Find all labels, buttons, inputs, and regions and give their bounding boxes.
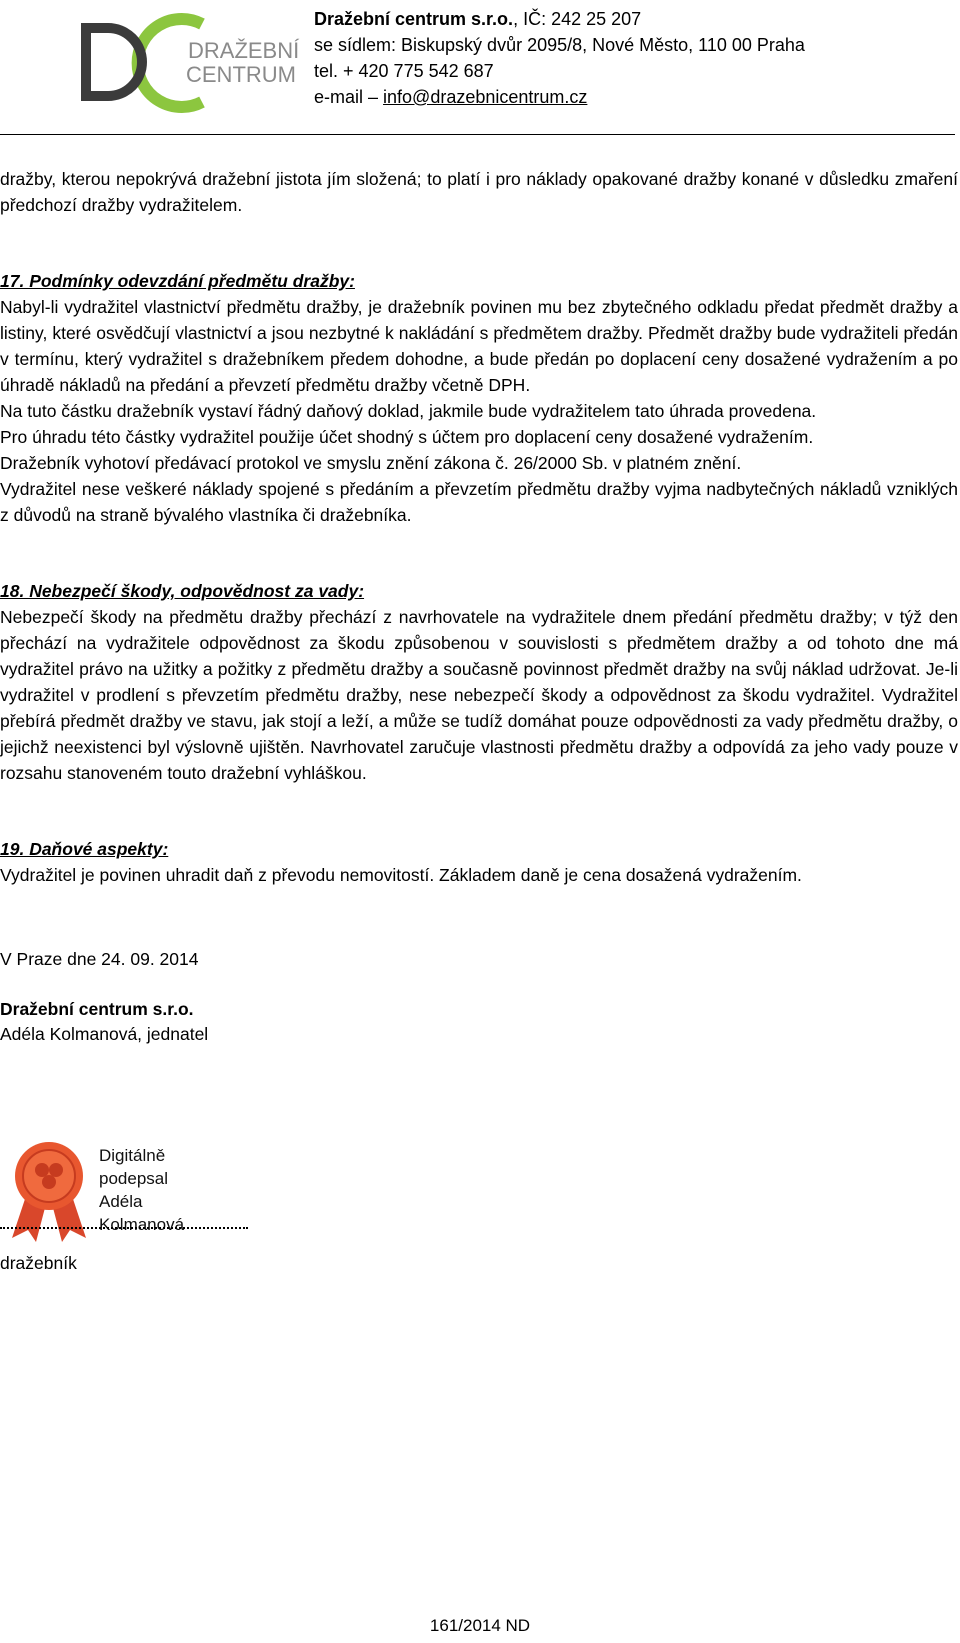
logo-line2: CENTRUM [186, 62, 296, 87]
header-rule [0, 134, 955, 135]
email-link[interactable]: info@drazebnicentrum.cz [383, 87, 588, 107]
company-phone: tel. + 420 775 542 687 [314, 61, 494, 81]
logo-line1: DRAŽEBNÍ [188, 38, 300, 63]
company-logo [82, 6, 300, 116]
letterhead [0, 0, 960, 140]
company-email-line [314, 84, 805, 110]
section-19-title: 19. Daňové aspekty: [0, 839, 169, 859]
company-info [314, 6, 805, 110]
document-number: 161/2014 ND [429, 1616, 531, 1635]
section-17-paragraph-4: Dražebník vyhotoví předávací protokol ve smyslu znění zákona č. 26/2000 Sb. v platném znění. [0, 453, 742, 473]
section-17-paragraph-5: Vydražitel nese veškeré náklady spojené s předáním a převzetím předmětu dražby vyjma nadbytečných nákladů vzniklých z důvodů na straně bývalého vlastníka či dražebníka. [0, 479, 958, 525]
signed-line-4: Kolmanová [99, 1215, 185, 1234]
closing-company: Dražební centrum s.r.o. [0, 999, 194, 1019]
section-17-paragraph-2: Na tuto částku dražebník vystaví řádný daňový doklad, jakmile bude vydražitelem tato úhrada provedena. [0, 401, 817, 421]
digital-signature-text [99, 1144, 184, 1236]
section-18-paragraph-1: Nebezpečí škody na předmětu dražby přechází z navrhovatele na vydražitele dnem předání předmětu dražby; v týž den přechází na vydražitele odpovědnost za škodu způsobenou v souvislosti s předmětem dražby a od tohoto dne má vydražitel právo na užitky a požitky z předmětu dražby a současně povinnost předmět dražby na svůj náklad udržovat. Je-li vydražitel v prodlení s převzetím předmětu dražby, nese nebezpečí škody a odpovědnost za škodu vydražitel. Vydražitel přebírá předmět dražby ve stavu, jak stojí a leží, a může se tudíž domáhat pouze odpovědnosti za vady předmětu dražby, o jejichž neexistenci byl výslovně ujištěn. Navrhovatel zaručuje vlastnosti předmětu dražby a odpovídá za jeho vady pouze v rozsahu stanoveném touto dražební vyhláškou. [0, 607, 958, 783]
signature-line [0, 1227, 248, 1229]
section-17-title: 17. Podmínky odevzdání předmětu dražby: [0, 271, 355, 291]
signed-line-3: Adéla [99, 1192, 143, 1211]
document-body [0, 166, 958, 888]
section-18-title: 18. Nebezpečí škody, odpovědnost za vady: [0, 581, 365, 601]
section-17-paragraph-1: Nabyl-li vydražitel vlastnictví předmětu dražby, je dražebník povinen mu bez zbytečného odkladu předat předmět dražby a listiny, které osvědčují vlastnictví a jsou nezbytné k nakládání s předmětem dražby. Předmět dražby bude vydražiteli předán v termínu, který vydražitel s dražebníkem předem dohodne, a bude předán po doplacení ceny dosažené vydražením a po úhradě nákladů na předání a převzetí předmětu dražby včetně DPH. [0, 297, 958, 395]
signed-line-1: Digitálně [99, 1146, 166, 1165]
section-19-paragraph-1: Vydražitel je povinen uhradit daň z převodu nemovitostí. Základem daně je cena dosažená vydražením. [0, 865, 802, 885]
signatory: Adéla Kolmanová, jednatel [0, 1024, 209, 1044]
intro-paragraph: dražby, kterou nepokrývá dražební jistota jím složená; to platí i pro náklady opakované dražby konané v důsledku zmaření předchozí dražby vydražitelem. [0, 169, 958, 215]
company-address: se sídlem: Biskupský dvůr 2095/8, Nové Město, 110 00 Praha [314, 35, 805, 55]
company-name: Dražební centrum s.r.o. [314, 9, 514, 29]
company-name-line [314, 6, 805, 32]
company-id: , IČ: 242 25 207 [513, 9, 642, 29]
signer-role: dražebník [0, 1253, 77, 1273]
email-label: e-mail – [314, 87, 384, 107]
section-17-paragraph-3: Pro úhradu této částky vydražitel použije účet shodný s účtem pro doplacení ceny dosažené vydražením. [0, 427, 814, 447]
place-date: V Praze dne 24. 09. 2014 [0, 949, 199, 969]
signed-line-2: podepsal [99, 1169, 169, 1188]
